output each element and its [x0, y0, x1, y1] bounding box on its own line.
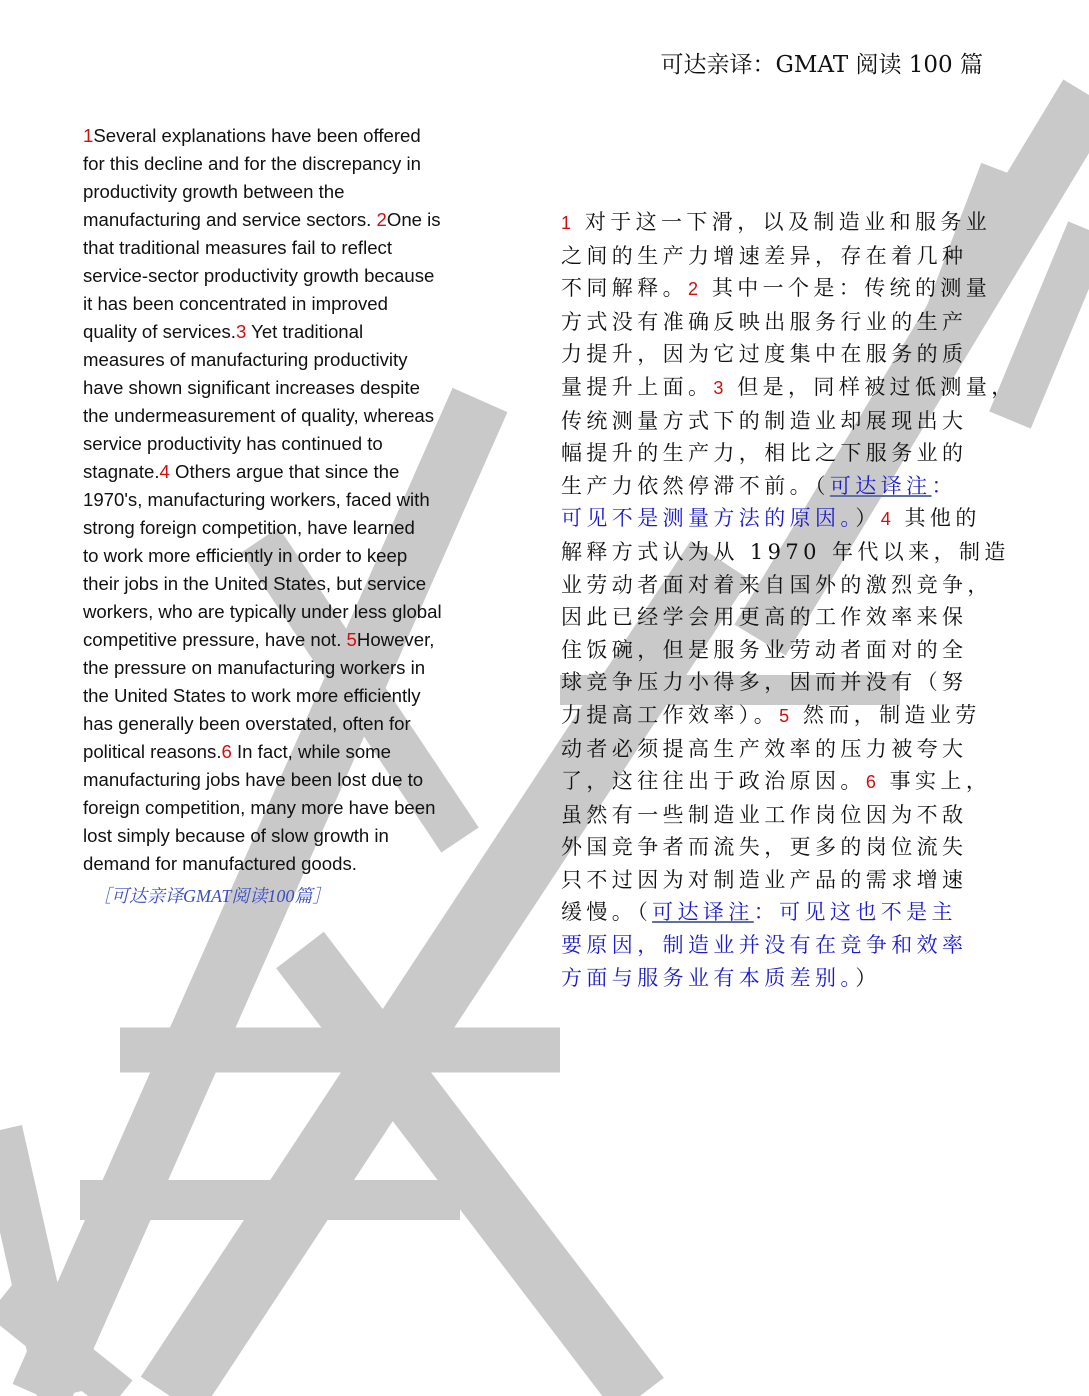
text-segment: 缓慢。（ — [561, 900, 653, 925]
source-tag: ［可达亲译GMAT阅读100篇］ — [93, 886, 331, 906]
english-passage — [83, 122, 442, 878]
text-line — [83, 150, 442, 178]
text-segment: 力提升，因为它过度集中在服务的质 — [561, 342, 968, 367]
sentence-number: 2 — [376, 209, 387, 230]
text-line — [83, 458, 442, 486]
text-line — [83, 430, 442, 458]
text-line — [561, 962, 1017, 995]
text-line — [83, 710, 442, 738]
text-line — [561, 536, 1017, 569]
text-line — [83, 262, 442, 290]
translator-note: 要原因，制造业并没有在竞争和效率 — [561, 933, 968, 958]
text-segment: 动者必须提高生产效率的压力被夸大 — [561, 736, 968, 761]
sentence-number: 1 — [561, 213, 585, 233]
text-line — [561, 831, 1017, 864]
sentence-number: 5 — [779, 705, 803, 726]
text-line — [83, 346, 442, 374]
text-line — [83, 570, 442, 598]
text-segment: Others argue that since the — [169, 461, 400, 482]
text-segment: the pressure on manufacturing workers in — [83, 657, 426, 678]
sentence-number: 6 — [865, 772, 890, 793]
text-segment: 外国竞争者而流失，更多的岗位流失 — [561, 835, 968, 860]
text-segment: 虽然有一些制造业工作岗位因为不敌 — [561, 802, 968, 827]
text-line — [561, 240, 1017, 273]
text-segment: Several explanations have been offered — [93, 125, 421, 146]
text-segment: 对于这一下滑，以及制造业和服务业 — [584, 210, 992, 234]
translator-note: ： — [931, 473, 957, 498]
text-segment: 然而，制造业劳 — [802, 702, 981, 727]
text-line — [561, 437, 1017, 470]
sentence-number: 3 — [713, 377, 738, 398]
text-segment: manufacturing and service sectors. — [83, 209, 377, 230]
text-segment: to work more efficiently in order to keep — [83, 545, 408, 566]
translator-note: ：可见这也不是主 — [753, 900, 957, 925]
text-segment: 事实上， — [889, 769, 992, 794]
text-segment: 住饭碗，但是服务业劳动者面对的全 — [561, 637, 968, 662]
text-segment: for this decline and for the discrepancy in — [83, 153, 421, 174]
sentence-number: 6 — [221, 741, 232, 762]
text-segment: 1970's, manufacturing workers, faced with — [83, 489, 430, 510]
text-segment: ） — [855, 506, 881, 531]
translator-note: 可达译注 — [652, 900, 754, 925]
text-segment: political reasons. — [83, 741, 222, 762]
text-segment: productivity growth between the — [83, 181, 345, 202]
text-line — [561, 929, 1017, 962]
text-segment: stagnate. — [83, 461, 160, 482]
text-segment: their jobs in the United States, but service — [83, 573, 427, 594]
text-segment: 力提高工作效率）。 — [561, 702, 780, 727]
text-segment: demand for manufactured goods. — [83, 853, 357, 874]
text-line — [83, 738, 442, 766]
text-line — [561, 206, 1017, 240]
sentence-number: 3 — [235, 321, 247, 342]
text-line — [561, 799, 1017, 832]
sentence-number: 2 — [688, 279, 712, 300]
text-segment: 量提升上面。 — [561, 374, 714, 399]
text-segment: competitive pressure, have not. — [83, 629, 347, 650]
text-segment: measures of manufacturing productivity — [83, 349, 408, 370]
text-line — [561, 896, 1017, 929]
page-header-title: 可达亲译：GMAT 阅读 100 篇 — [660, 52, 983, 78]
text-line — [83, 178, 442, 206]
text-line — [561, 405, 1017, 438]
text-segment: 了，这往往出于政治原因。 — [561, 769, 866, 794]
text-line — [83, 402, 442, 430]
text-line — [561, 272, 1017, 306]
text-line — [561, 634, 1017, 667]
text-segment: the undermeasurement of quality, whereas — [83, 405, 435, 426]
text-line — [83, 822, 442, 850]
text-segment: 幅提升的生产力，相比之下服务业的 — [561, 441, 968, 466]
text-line — [83, 850, 442, 878]
text-segment: lost simply because of slow growth in — [83, 825, 389, 846]
text-segment: quality of services. — [83, 321, 236, 342]
text-line — [561, 601, 1017, 634]
text-segment: workers, who are typically under less global — [83, 601, 442, 622]
text-line — [83, 598, 442, 626]
text-line — [83, 122, 442, 150]
text-segment: However, — [356, 629, 435, 650]
text-line — [561, 569, 1017, 602]
text-line — [83, 514, 442, 542]
text-segment: service-sector productivity growth because — [83, 265, 435, 286]
text-segment: 传统测量方式下的制造业却展现出大 — [561, 408, 968, 433]
text-line — [83, 374, 442, 402]
text-line — [561, 765, 1017, 799]
text-line — [83, 654, 442, 682]
text-segment: 因此已经学会用更高的工作效率来保 — [561, 605, 968, 630]
text-segment: foreign competition, many more have been — [83, 797, 436, 818]
text-segment: 之间的生产力增速差异，存在着几种 — [561, 243, 968, 268]
text-segment: the United States to work more efficiently — [83, 685, 421, 706]
text-line — [83, 290, 442, 318]
text-segment: it has been concentrated in improved — [83, 293, 388, 314]
text-line — [83, 766, 442, 794]
text-segment: ） — [855, 965, 881, 990]
sentence-number: 4 — [159, 461, 170, 482]
text-line — [83, 206, 442, 234]
text-segment: 其他的 — [904, 506, 981, 531]
text-line — [83, 234, 442, 262]
text-line — [83, 318, 442, 346]
sentence-number: 1 — [83, 125, 94, 146]
text-segment: Yet traditional — [246, 321, 364, 342]
text-line — [561, 699, 1017, 733]
chinese-translation — [561, 206, 1017, 994]
text-segment: have shown significant increases despite — [83, 377, 420, 398]
text-line — [561, 666, 1017, 699]
text-segment: 但是，同样被过低测量， — [737, 374, 1017, 399]
sentence-number: 4 — [880, 509, 905, 530]
text-segment: 解释方式认为从 1970 年代以来，制造 — [561, 539, 1010, 564]
text-segment: manufacturing jobs have been lost due to — [83, 769, 424, 790]
text-segment: 方式没有准确反映出服务行业的生产 — [561, 309, 968, 334]
text-segment: 生产力依然停滞不前。（ — [561, 473, 830, 498]
text-segment: One is — [386, 209, 441, 230]
text-segment: that traditional measures fail to reflect — [83, 237, 393, 258]
text-line — [83, 486, 442, 514]
text-segment: 业劳动者面对着来自国外的激烈竞争， — [561, 572, 993, 597]
text-line — [83, 626, 442, 654]
text-segment: 只不过因为对制造业产品的需求增速 — [561, 867, 968, 892]
text-segment: has generally been overstated, often for — [83, 713, 411, 734]
text-line — [83, 542, 442, 570]
sentence-number: 5 — [346, 629, 357, 650]
translator-note: 可达译注 — [829, 473, 932, 498]
text-segment: 不同解释。 — [561, 276, 688, 301]
text-line — [83, 794, 442, 822]
text-segment: service productivity has continued to — [83, 433, 383, 454]
text-line — [561, 864, 1017, 897]
text-segment: strong foreign competition, have learned — [83, 517, 415, 538]
translator-note: 可见不是测量方法的原因。 — [561, 506, 856, 531]
text-line — [561, 733, 1017, 766]
text-segment: 球竞争压力小得多，因而并没有（努 — [561, 670, 968, 695]
translator-note: 方面与服务业有本质差别。 — [561, 965, 856, 990]
text-segment: 其中一个是：传统的测量 — [711, 276, 992, 301]
text-line — [561, 306, 1017, 339]
text-line — [561, 470, 1017, 503]
text-segment: In fact, while some — [231, 741, 391, 762]
text-line — [561, 502, 1017, 536]
text-line — [561, 371, 1017, 405]
text-line — [83, 682, 442, 710]
text-line — [561, 338, 1017, 371]
